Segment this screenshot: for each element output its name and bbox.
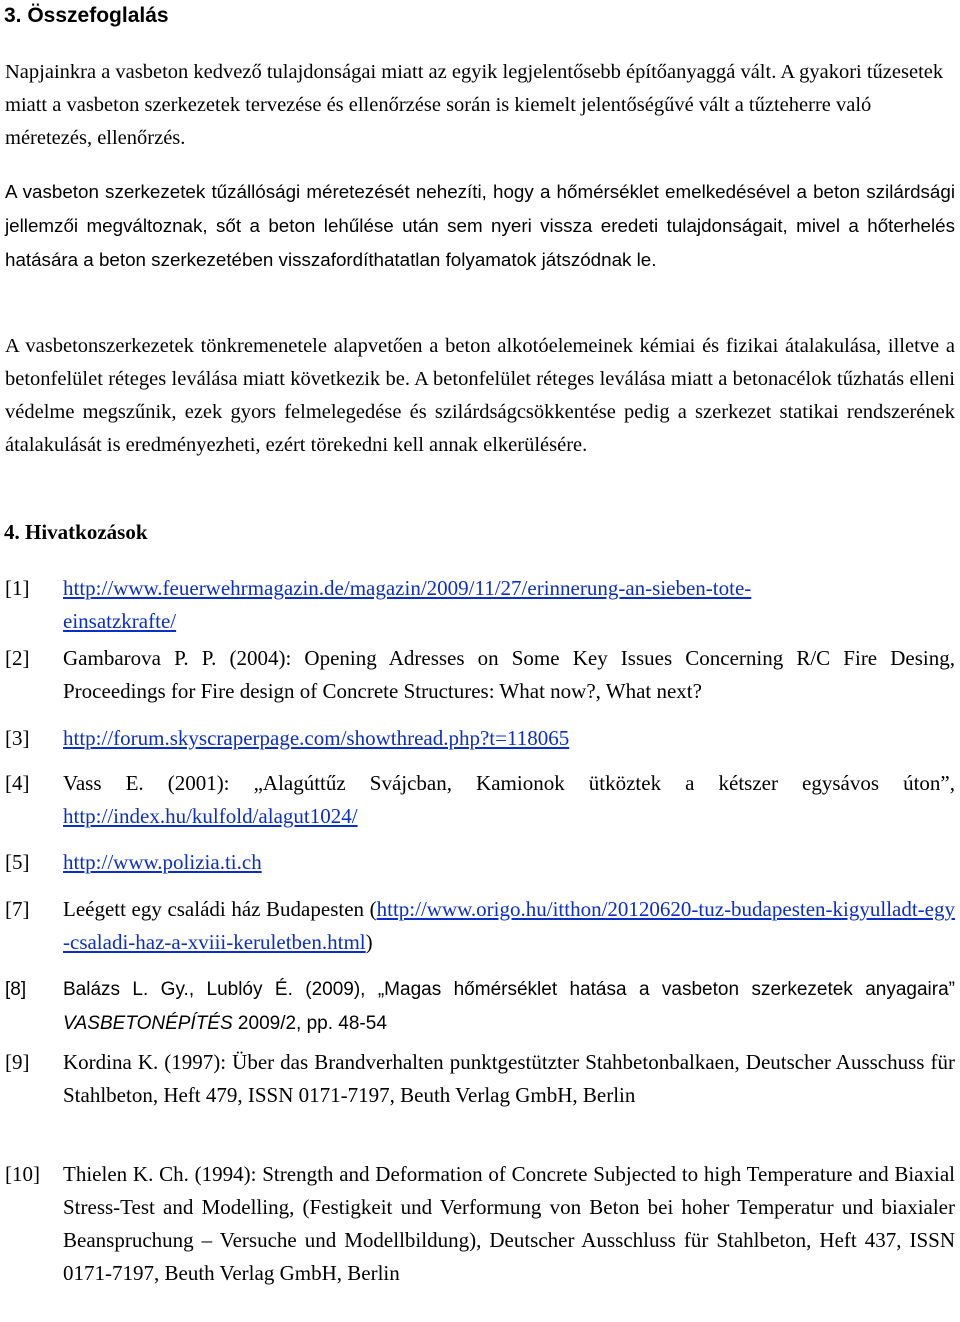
reference-text-after: 2009/2, pp. 48-54: [232, 1013, 387, 1034]
reference-number: [8]: [5, 979, 27, 1000]
summary-paragraph-1: Napjainkra a vasbeton kedvező tulajdonságai miatt az egyik legjelentősebb építőanyaggá vált. A gyakori tűzesetek miatt a vasbeton szerkezetek tervezése és ellenőrzése során is kiemelt jelentőségűvé vált a tűzteherre való méretezés, ellenőrzés.: [5, 61, 944, 149]
summary-paragraph-3: A vasbetonszerkezetek tönkremenetele alapvetően a beton alkotóelemeinek kémiai és fizikai átalakulása, illetve a betonfelület réteges leválása miatt következik be. A betonfelület réteges leválása miatt a betonacélok tűzhatás elleni védelme megszűnik, ezek gyors felmelegedése és szilárdságcsökkentése pedig a szerkezet statikai rendszerének átalakulását is eredményezheti, ezért törekedni kell annak elkerülésére.: [5, 335, 955, 456]
reference-text: Thielen K. Ch. (1994): Strength and Deformation of Concrete Subjected to high Temperature and Biaxial Stress-Test and Modelling, (Festigkeit und Verformung von Beton bei hoher Temperatur und biaxialer Beanspruchung – Versuche und Modellbildung), Deutscher Ausschluss für Stahlbeton, Heft 437, ISSN 0171-7197, Beuth Verlag GmbH, Berlin: [63, 1162, 955, 1285]
reference-text: Vass E. (2001): „Alagúttűz Svájcban, Kamionok ütköztek a kétszer egysávos úton”,: [63, 771, 955, 795]
reference-item: [5, 973, 955, 1041]
reference-item: [5, 846, 955, 879]
reference-text: Gambarova P. P. (2004): Opening Adresses on Some Key Issues Concerning R/C Fire Desing, Proceedings for Fire design of Concrete Structures: What now?, What next?: [63, 646, 955, 703]
reference-text: Kordina K. (1997): Über das Brandverhalten punktgestützter Stahbetonbalkaen, Deutscher Ausschuss für Stahlbeton, Heft 479, ISSN 0171-7197, Beuth Verlag GmbH, Berlin: [63, 1050, 955, 1107]
reference-link[interactable]: http://www.polizia.ti.ch: [63, 850, 262, 874]
reference-item: [5, 642, 955, 708]
reference-number: [7]: [5, 897, 30, 921]
reference-item: [5, 767, 955, 833]
reference-number: [10]: [5, 1162, 40, 1186]
reference-link[interactable]: http://www.origo.hu/itthon/20120620-tuz-budapesten-kigyulladt-egy-csaladi-haz-a-xviii-keruletben.html: [63, 897, 955, 954]
reference-text-after: ): [365, 930, 373, 954]
reference-number: [9]: [5, 1050, 30, 1074]
reference-item: [5, 893, 955, 959]
reference-link[interactable]: http://index.hu/kulfold/alagut1024/: [63, 804, 358, 828]
reference-number: [5]: [5, 850, 30, 874]
reference-number: [1]: [5, 576, 30, 600]
reference-number: [2]: [5, 646, 30, 670]
reference-item: [5, 572, 955, 638]
reference-item: [5, 722, 955, 755]
reference-text: Balázs L. Gy., Lublóy É. (2009), „Magas hőmérséklet hatása a vasbeton szerkezetek anyagaira”: [63, 979, 955, 1000]
reference-link[interactable]: http://forum.skyscraperpage.com/showthread.php?t=118065: [63, 726, 570, 750]
reference-item: [5, 1046, 955, 1112]
reference-text: Leégett egy családi ház Budapesten (: [63, 897, 377, 921]
summary-paragraph-2: A vasbeton szerkezetek tűzállósági méretezését nehezíti, hogy a hőmérséklet emelkedésével a beton szilárdsági jellemzői megváltoznak, sőt a beton lehűlése után sem nyeri vissza eredeti tulajdonságait, mivel a hőterhelés hatására a beton szerkezetében visszafordíthatatlan folyamatok játszódnak le.: [5, 181, 955, 270]
reference-number: [3]: [5, 726, 30, 750]
reference-number: [4]: [5, 771, 30, 795]
section-heading-references: 4. Hivatkozások: [4, 520, 148, 544]
reference-item: [5, 1158, 955, 1290]
section-heading-summary: 3. Összefoglalás: [4, 4, 169, 27]
journal-name: VASBETONÉPÍTÉS: [63, 1013, 233, 1034]
reference-link[interactable]: http://www.feuerwehrmagazin.de/magazin/2009/11/27/erinnerung-an-sieben-tote-einsatzkrafte/: [63, 576, 752, 633]
